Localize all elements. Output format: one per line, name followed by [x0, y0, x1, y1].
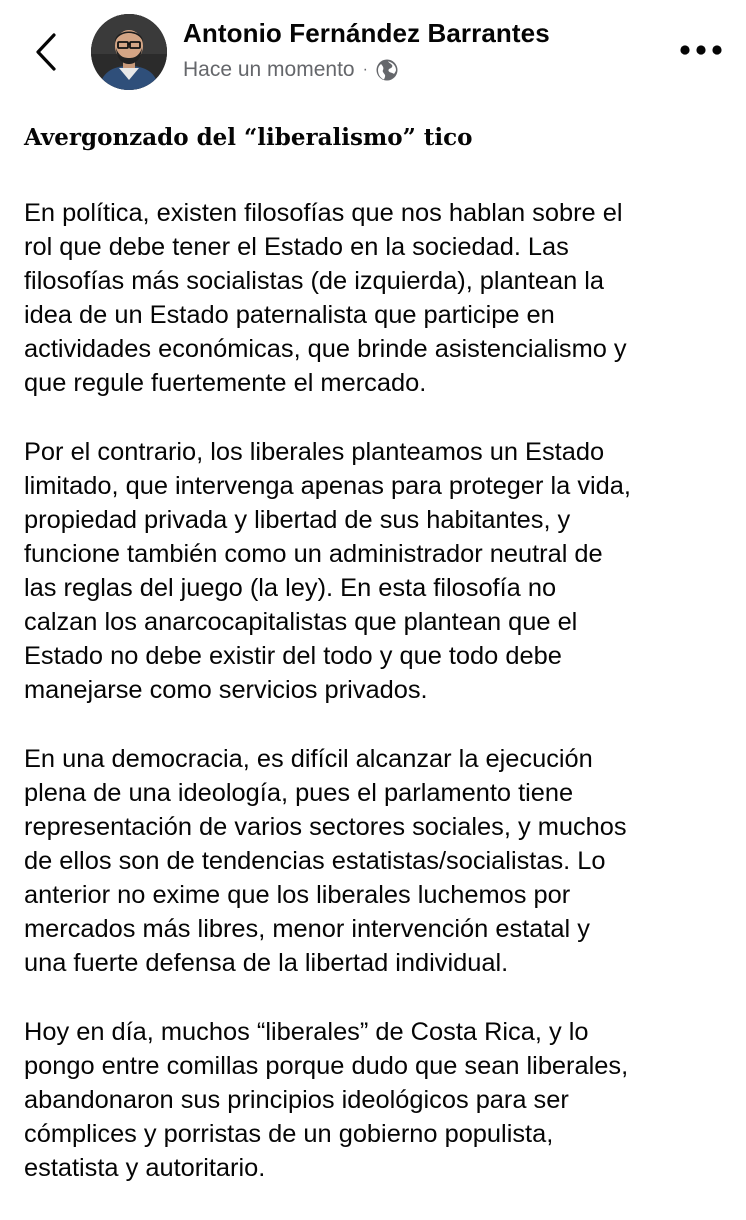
post-text-line: estatista y autoritario.: [24, 1154, 266, 1182]
post-text-line: plena de una ideología, pues el parlamento tiene: [24, 779, 574, 807]
more-horizontal-icon: [679, 44, 723, 56]
post-text-line: Hoy en día, muchos “liberales” de Costa Rica, y lo: [24, 1018, 589, 1046]
post-text-line: cómplices y porristas de un gobierno populista,: [24, 1120, 554, 1148]
post-paragraph: [24, 1015, 734, 1185]
post-text-line: idea de un Estado paternalista que participe en: [24, 301, 555, 329]
post-text-line: limitado, que intervenga apenas para proteger la vida,: [24, 472, 631, 500]
post-text-line: una fuerte defensa de la libertad individual.: [24, 949, 509, 977]
post-text-line: pongo entre comillas porque dudo que sean liberales,: [24, 1052, 629, 1080]
post-text-line: de ellos son de tendencias estatistas/socialistas. Lo: [24, 847, 606, 875]
post-title: Avergonzado del “liberalismo” tico: [24, 124, 473, 151]
post-text-line: rol que debe tener el Estado en la sociedad. Las: [24, 233, 569, 261]
post-text-line: anterior no exime que los liberales luchemos por: [24, 881, 571, 909]
back-button[interactable]: [28, 30, 64, 74]
author-name[interactable]: Antonio Fernández Barrantes: [183, 18, 550, 48]
post-text-line: mercados más libres, menor intervención estatal y: [24, 915, 590, 943]
post-text-line: representación de varios sectores sociales, y muchos: [24, 813, 627, 841]
post-meta: [183, 58, 399, 82]
post-paragraph: [24, 196, 734, 400]
post-text-line: filosofías más socialistas (de izquierda), plantean la: [24, 267, 605, 295]
post-text-line: En política, existen filosofías que nos hablan sobre el: [24, 199, 623, 227]
post-text-line: funcione también como un administrador neutral de: [24, 540, 603, 568]
post-text-line: que regule fuertemente el mercado.: [24, 369, 427, 397]
meta-separator: ·: [362, 61, 368, 78]
post-body: [24, 196, 734, 1220]
more-options-button[interactable]: [676, 32, 726, 68]
post-text-line: propiedad privada y libertad de sus habitantes, y: [24, 506, 571, 534]
post-text-line: abandonaron sus principios ideológicos para ser: [24, 1086, 569, 1114]
profile-photo: [91, 14, 167, 90]
post-paragraph: [24, 435, 734, 707]
post-text-line: En una democracia, es difícil alcanzar la ejecución: [24, 745, 593, 773]
globe-icon[interactable]: [375, 58, 399, 82]
avatar[interactable]: [91, 14, 167, 90]
post-text-line: Estado no debe existir del todo y que todo debe: [24, 642, 562, 670]
post-paragraph: [24, 742, 734, 980]
chevron-left-icon: [35, 33, 57, 71]
post-text-line: manejarse como servicios privados.: [24, 676, 428, 704]
post-text-line: las reglas del juego (la ley). En esta filosofía no: [24, 574, 557, 602]
post-text-line: calzan los anarcocapitalistas que plantean que el: [24, 608, 578, 636]
post-text-line: Por el contrario, los liberales planteamos un Estado: [24, 438, 605, 466]
post-timestamp[interactable]: Hace un momento: [183, 58, 355, 81]
post-header: [0, 0, 746, 100]
post-text-line: actividades económicas, que brinde asistencialismo y: [24, 335, 627, 363]
